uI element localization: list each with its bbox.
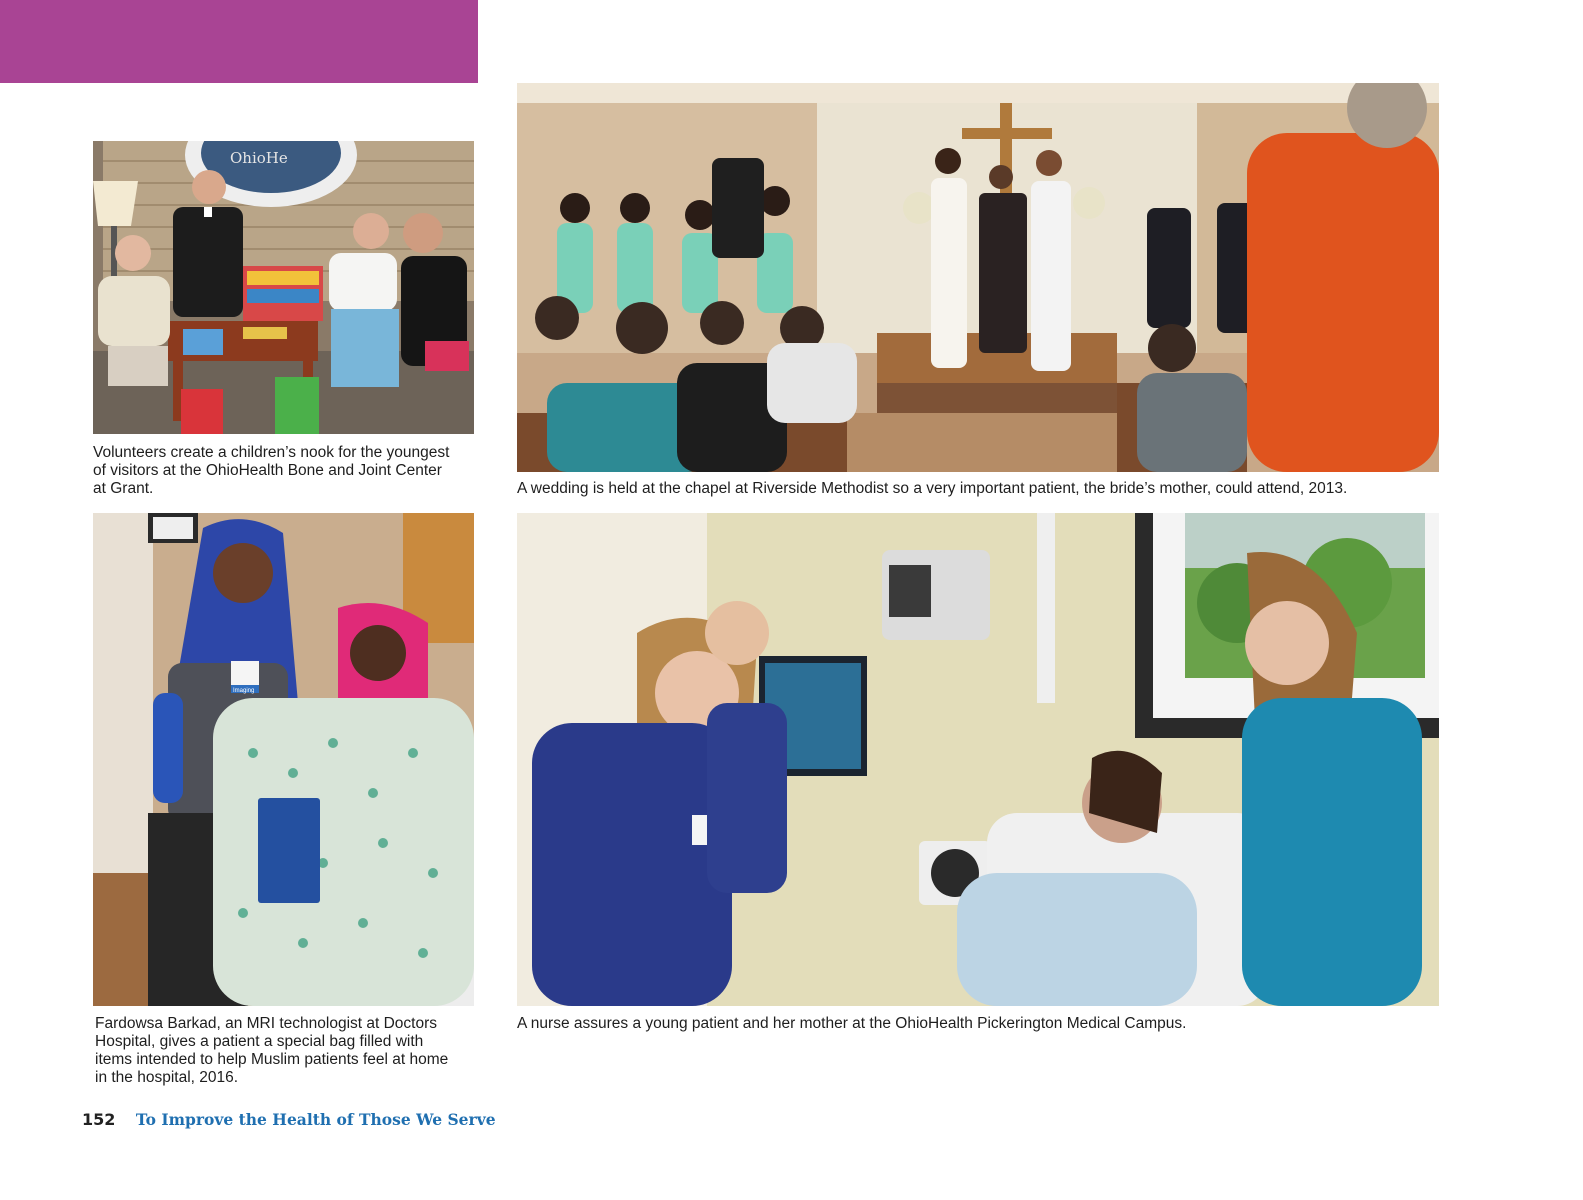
caption-line: A wedding is held at the chapel at Riverside Methodist so a very important patient, the bride’s mother, could attend, 2013. — [517, 480, 1348, 497]
caption-line: Volunteers create a children’s nook for the youngest — [93, 444, 450, 461]
caption-line: A nurse assures a young patient and her mother at the OhioHealth Pickerington Medical Campus. — [517, 1015, 1187, 1032]
page-number: 152 — [82, 1110, 116, 1129]
id-badge-text: Imaging — [233, 688, 255, 694]
caption-line: Fardowsa Barkad, an MRI technologist at Doctors — [95, 1015, 438, 1032]
photo-nurse-patient — [517, 513, 1439, 1006]
caption-childrens-nook — [93, 444, 483, 498]
caption-line: items intended to help Muslim patients feel at home — [95, 1051, 449, 1068]
caption-line: in the hospital, 2016. — [95, 1069, 239, 1086]
photo-childrens-nook — [93, 141, 474, 434]
header-color-band — [0, 0, 478, 83]
caption-line: Hospital, gives a patient a special bag filled with — [95, 1033, 424, 1050]
caption-nurse-patient — [517, 1015, 1477, 1033]
caption-line: at Grant. — [93, 480, 154, 497]
caption-chapel-wedding — [517, 480, 1477, 498]
sign-lettering: OhioHe — [230, 149, 288, 167]
caption-line: of visitors at the OhioHealth Bone and Joint Center — [93, 462, 442, 479]
caption-mri-technologist — [95, 1015, 485, 1087]
running-title: To Improve the Health of Those We Serve — [135, 1110, 496, 1129]
photo-chapel-wedding — [517, 83, 1439, 472]
page-footer — [82, 1110, 496, 1130]
photo-mri-technologist — [93, 513, 474, 1006]
